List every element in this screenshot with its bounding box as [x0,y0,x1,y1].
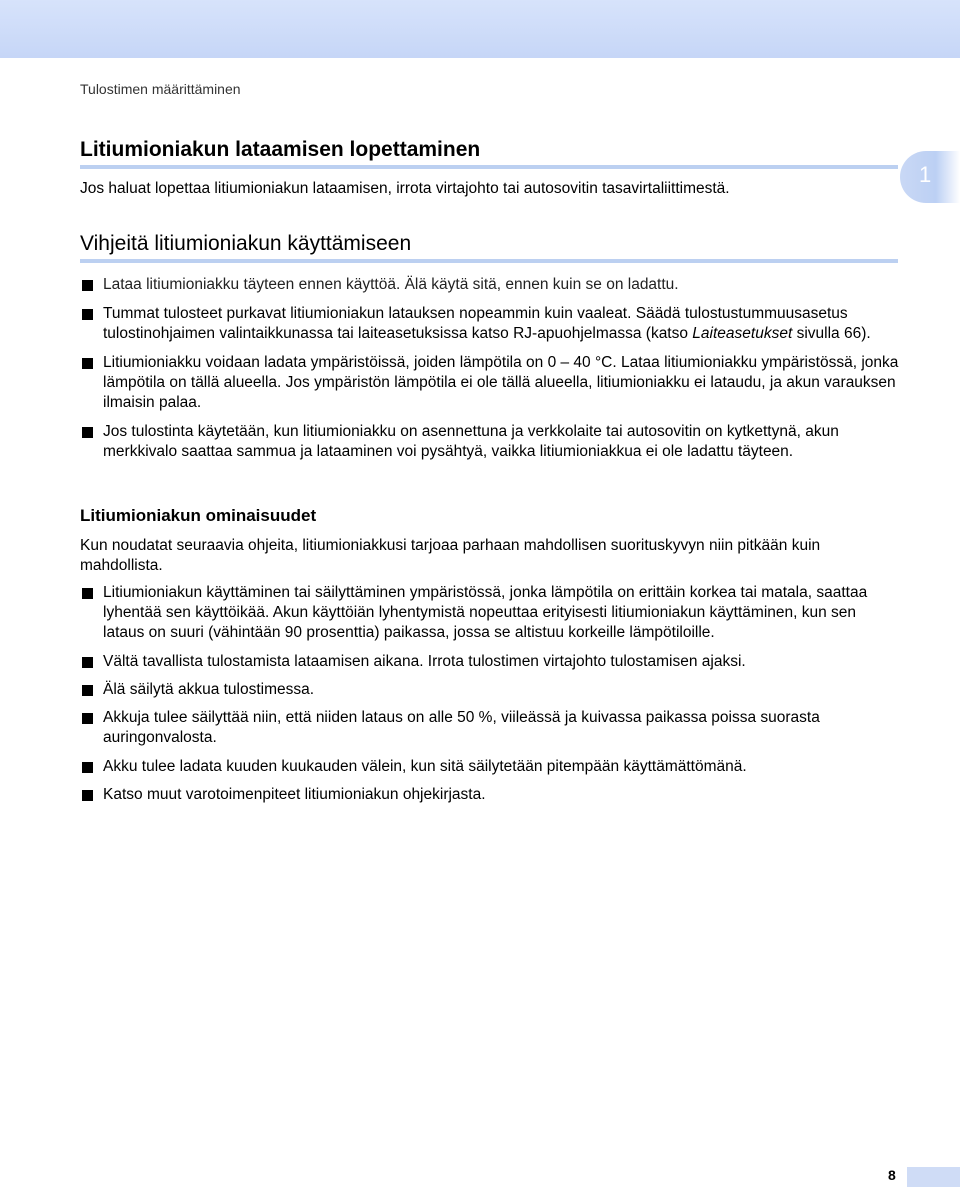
properties-list [80,583,900,805]
square-bullet-icon [82,685,93,696]
list-item-text: Akku tulee ladata kuuden kuukauden välein, kun sitä säilytetään pitempään käyttämättömänä. [103,758,747,775]
list-item-text: Litiumioniakku voidaan ladata ympäristöissä, joiden lämpötila on 0 – 40 °C. Lataa litiumioniakku ympäristössä, jonka lämpötila on tällä alueella. Jos ympäristön lämpötila ei ole tällä alueella, litiumioniakku ei lataudu, ja akun varauksen ilmaisin palaa. [103,354,899,411]
cross-reference-link[interactable]: Laiteasetukset [692,325,793,342]
list-item-text: Jos tulostinta käytetään, kun litiumioniakku on asennettuna ja verkkolaite tai autosovitin on kytkettynä, akun merkkivalo saattaa sammua ja lataaminen voi pysähtyä, vaikka litiumioniakkua ei ole ladattu täyteen. [103,423,839,460]
list-item [80,422,900,462]
square-bullet-icon [82,790,93,801]
list-item [80,652,900,672]
subheading-battery-properties: Litiumioniakun ominaisuudet [80,506,317,525]
square-bullet-icon [82,309,93,320]
section-title-stop-charging: Litiumioniakun lataamisen lopettaminen [80,138,481,161]
square-bullet-icon [82,588,93,599]
section-paragraph: Jos haluat lopettaa litiumioniakun lataamisen, irrota virtajohto tai autosovitin tasavirtaliittimestä. [80,180,730,197]
footer-tab [907,1167,960,1187]
section-rule [80,259,898,263]
tips-list [80,275,900,462]
list-item [80,275,900,295]
list-item [80,353,900,413]
list-item-text: Lataa litiumioniakku täyteen ennen käyttöä. Älä käytä sitä, ennen kuin se on ladattu. [103,276,679,293]
list-item [80,757,900,777]
page-top-band [0,0,960,58]
list-item-text: Vältä tavallista tulostamista lataamisen aikana. Irrota tulostimen virtajohto tulostamisen ajaksi. [103,653,746,670]
list-item [80,708,900,748]
list-item [80,304,900,344]
list-item-text: Akkuja tulee säilyttää niin, että niiden lataus on alle 50 %, viileässä ja kuivassa paikassa poissa suorasta auringonvalosta. [103,709,820,746]
square-bullet-icon [82,713,93,724]
square-bullet-icon [82,762,93,773]
list-item-text: Katso muut varotoimenpiteet litiumioniakun ohjekirjasta. [103,786,486,803]
square-bullet-icon [82,427,93,438]
list-item [80,680,900,700]
list-item [80,583,900,643]
square-bullet-icon [82,280,93,291]
chapter-number: 1 [919,162,932,187]
section-paragraph: Kun noudatat seuraavia ohjeita, litiumioniakkusi tarjoaa parhaan mahdollisen suorituskyvyn niin pitkään kuin mahdollista. [80,537,821,574]
page-number: 8 [888,1167,896,1183]
list-item-text: Tummat tulosteet purkavat litiumioniakun latauksen nopeammin kuin vaaleat. Säädä tulostustummuusasetus tulostinohjaimen valintaikkunassa tai laiteasetuksissa katso RJ-apuohjelmassa (katso [103,305,848,342]
square-bullet-icon [82,358,93,369]
list-item-text: Älä säilytä akkua tulostimessa. [103,681,315,698]
running-header: Tulostimen määrittäminen [80,81,241,97]
list-item [80,785,900,805]
list-item-text-tail: sivulla 66). [792,325,871,342]
section-rule [80,165,898,169]
section-title-tips: Vihjeitä litiumioniakun käyttämiseen [80,232,412,255]
list-item-text: Litiumioniakun käyttäminen tai säilyttäminen ympäristössä, jonka lämpötila on erittäin korkea tai matala, saattaa lyhentää sen käyttöikää. Akun käyttöiän lyhentymistä nopeuttaa erityisesti litiumioniakun käyttäminen, kun sen lataus on suuri (vähintään 90 prosenttia) paikassa, jossa se altistuu korkeille lämpötiloille. [103,584,868,641]
square-bullet-icon [82,657,93,668]
